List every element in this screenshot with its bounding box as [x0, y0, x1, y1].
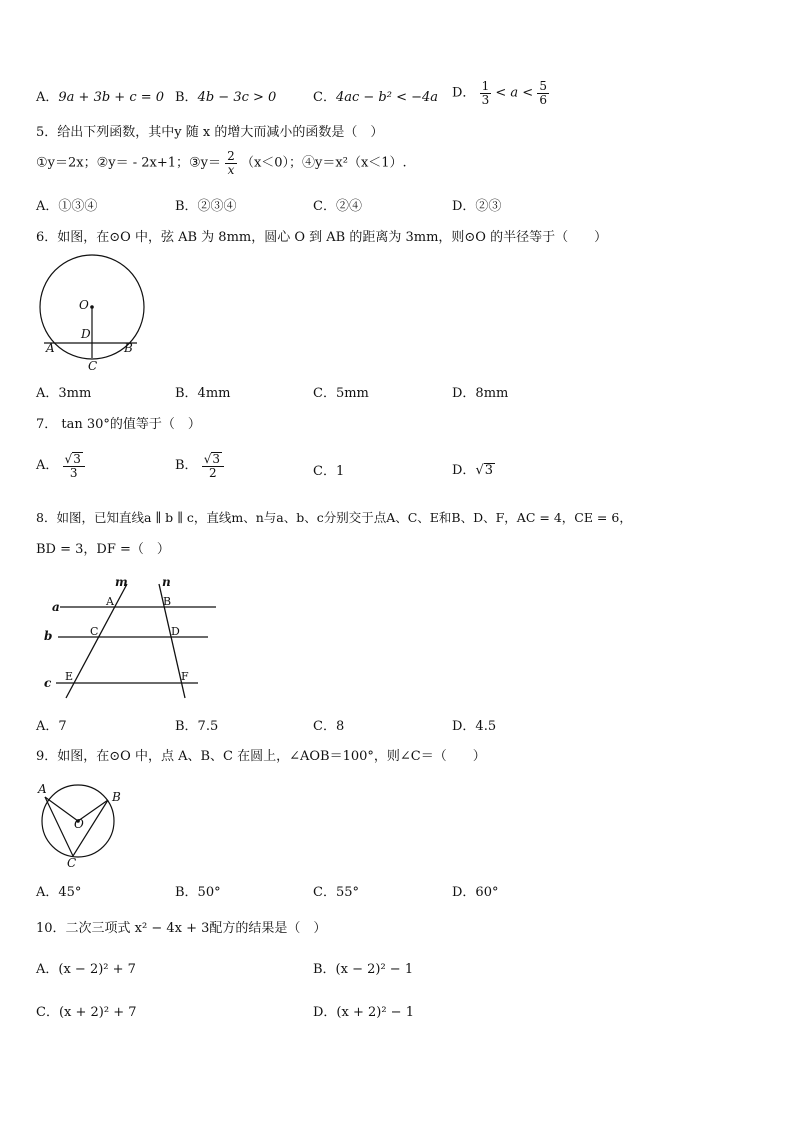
q7-stem: 7． tan 30°的值等于（ ） [36, 417, 201, 432]
q8-option-d: D．4.5 [452, 719, 497, 734]
q8-option-a: A．7 [36, 719, 67, 734]
q8-option-b: B．7.5 [175, 719, 219, 734]
q8-stem-line2: BD = 3，DF =（ ） [36, 542, 170, 557]
q9-stem: 9．如图，在⊙O 中，点 A、B、C 在圆上，∠AOB＝100°，则∠C＝（ ） [36, 749, 486, 764]
q6-option-c: C．5mm [313, 386, 369, 401]
q8-point-a: A [106, 595, 114, 608]
q8-label-a: a [52, 600, 60, 614]
q10-option-a: A．(x − 2)² + 7 [36, 962, 136, 977]
q8-point-e: E [65, 670, 74, 683]
q10-stem: 10．二次三项式 x² − 4x + 3配方的结果是（ ） [36, 921, 327, 936]
q8-label-n: n [162, 575, 171, 589]
q5-option-b: B．②③④ [175, 199, 237, 214]
q9-label-o: O [74, 817, 84, 831]
q5-option-d: D．②③ [452, 199, 502, 214]
q9-label-a: A [38, 782, 47, 796]
q9-label-b: B [112, 790, 121, 804]
q8-point-c: C [90, 625, 99, 638]
q4-d-fraction-1: $\frac{1}{3}$ [481, 79, 490, 107]
q6-center-point [90, 305, 94, 309]
q7-a-fraction: $\frac{√3}{3}$ [63, 452, 85, 479]
q6-circle-figure [36, 252, 148, 376]
q8-parallel-lines-figure [40, 574, 230, 704]
q6-label-d: D [81, 327, 91, 341]
q4-d-fraction-2: $\frac{5}{6}$ [539, 79, 547, 107]
q4-option-a: A．9a + 3b + c = 0 [36, 90, 165, 105]
q8-point-b: B [163, 595, 172, 608]
q9-circle-figure [36, 780, 132, 870]
q8-option-c: C．8 [313, 719, 345, 734]
q7-option-b: B． $\frac{√3}{2}$ [175, 452, 224, 479]
q7-b-fraction: $\frac{√3}{2}$ [202, 452, 224, 479]
q8-label-b: b [44, 629, 53, 643]
q6-label-a: A [46, 341, 55, 355]
q6-label-b: B [124, 341, 133, 355]
q4-option-b: B．4b − 3c > 0 [175, 90, 277, 105]
q9-option-a: A．45° [36, 885, 82, 900]
q6-option-a: A．3mm [36, 386, 92, 401]
q8-point-f: F [181, 670, 189, 683]
q5-stem: 5．给出下列函数，其中y 随 x 的增大而减小的函数是（ ） [36, 125, 384, 140]
q10-option-c: C．(x + 2)² + 7 [36, 1005, 137, 1020]
q6-option-b: B．4mm [175, 386, 231, 401]
q10-option-d: D．(x + 2)² − 1 [313, 1005, 414, 1020]
q9-option-c: C．55° [313, 885, 359, 900]
q5-fraction: $\frac{2}{x}$ [227, 149, 235, 177]
q6-stem: 6．如图，在⊙O 中，弦 AB 为 8mm，圆心 O 到 AB 的距离为 3mm，则⊙O 的半径等于（ ） [36, 230, 608, 245]
q7-option-c: C．1 [313, 464, 345, 479]
q9-label-c: C [67, 856, 77, 870]
q7-option-a: A． $\frac{√3}{3}$ [36, 452, 85, 479]
q8-label-m: m [115, 575, 128, 589]
q10-option-b: B．(x − 2)² − 1 [313, 962, 414, 977]
q6-option-d: D．8mm [452, 386, 509, 401]
q9-option-d: D．60° [452, 885, 499, 900]
q6-label-c: C [88, 359, 98, 373]
q8-point-d: D [171, 625, 180, 638]
q8-stem-line1: 8．如图，已知直线a ∥ b ∥ c，直线m、n与a、b、c分别交于点A、C、E和B、D、F，AC = 4，CE = 6， [36, 510, 632, 525]
q5-functions: ①y＝2x；②y＝ - 2x+1；③y＝ $\frac{2}{x}$ （x＜0）；④y＝x²（x＜1）. [36, 149, 407, 177]
q9-option-b: B．50° [175, 885, 221, 900]
q8-line-m [66, 584, 127, 698]
q5-option-c: C．②④ [313, 199, 362, 214]
q5-option-a: A．①③④ [36, 199, 98, 214]
q6-label-o: O [79, 298, 89, 312]
q8-label-c: c [44, 676, 52, 690]
q4-option-d: D． $\frac{1}{3}$ < a < $\frac{5}{6}$ [452, 79, 547, 107]
q4-option-c: C．4ac − b² < −4a [313, 90, 439, 105]
q7-option-d: D．√3 [452, 463, 494, 478]
